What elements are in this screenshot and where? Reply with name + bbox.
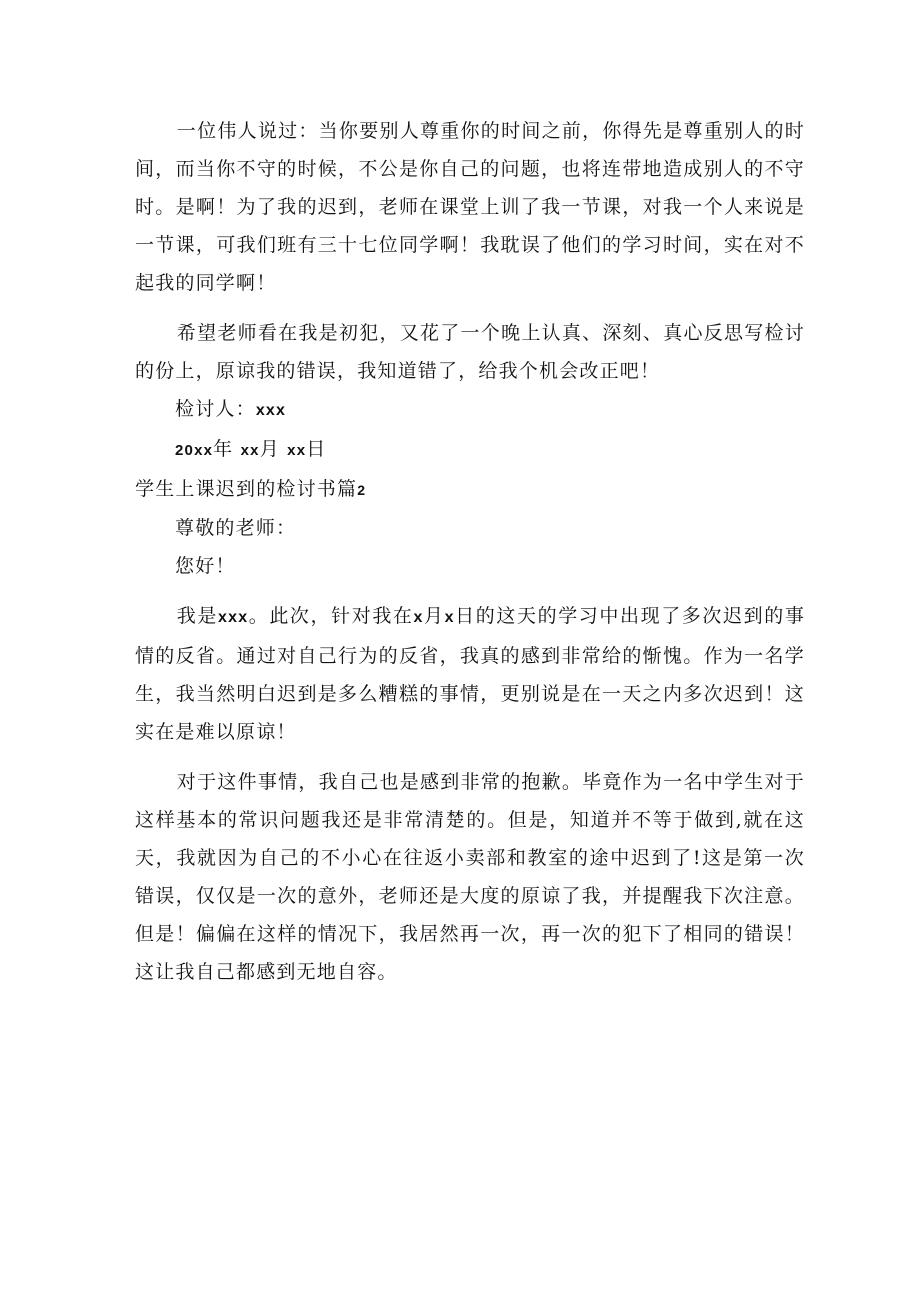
paragraph-repeated-lateness: 对于这件事情，我自己也是感到非常的抱歉。毕竟作为一名中学生对于这样基本的常识问题我还是非常清楚的。但是，知道并不等于做到,就在这天，我就因为自己的不小心在往返小卖部和教室的途中迟到了!这是第一次错误，仅仅是一次的意外，老师还是大度的原谅了我，并提醒我下次注意。但是！偏偏在这样的情况下，我居然再一次，再一次的犯下了相同的错误！这让我自己都感到无地自容。: [135, 771, 805, 983]
date-month: xx: [240, 442, 260, 459]
section-heading-text: 学生上课迟到的检讨书篇: [135, 478, 358, 500]
section-heading-number: 2: [357, 482, 367, 498]
signature-name: xxx: [255, 402, 287, 419]
paragraph-self-reflection: [135, 597, 805, 751]
signature-label: 检讨人：: [175, 398, 256, 420]
date-day: xx: [287, 442, 307, 459]
greeting: 您好！: [175, 555, 236, 577]
paragraph-respect-time: 一位伟人说过：当你要别人尊重你的时间之前，你得先是尊重别人的时间，而当你不守的时候，不公是你自己的问题，也将连带地造成别人的不守时。是啊！为了我的迟到，老师在课堂上训了我一节课，对我一个人来说是一节课，可我们班有三十七位同学啊！我耽误了他们的学习时间，实在对不起我的同学啊！: [135, 120, 805, 294]
date-year-char: 年: [213, 438, 234, 460]
date-line: [135, 430, 805, 470]
intro-day: x: [444, 609, 455, 626]
date-month-char: 月: [259, 438, 280, 460]
intro-prefix: 我是: [176, 605, 219, 627]
intro-mid2: 月: [423, 605, 445, 627]
intro-rest: 日的这天的学习中出现了多次迟到的事情的反省。通过对自己行为的反省，我真的感到非常给的惭愧。作为一名学生，我当然明白迟到是多么糟糕的事情，更别说是在一天之内多次迟到！这实在是难以原谅！: [135, 605, 806, 743]
signature-line: [135, 390, 805, 430]
date-year: 20xx: [175, 442, 214, 459]
date-day-char: 日: [306, 438, 327, 460]
salutation: 尊敬的老师：: [175, 517, 297, 539]
intro-month: x: [413, 609, 424, 626]
section-heading: [135, 470, 805, 509]
document-body: [135, 112, 805, 991]
intro-name: xxx: [218, 609, 249, 626]
paragraph-apology-request: 希望老师看在我是初犯，又花了一个晚上认真、深刻、真心反思写检讨的份上，原谅我的错误，我知道错了，给我个机会改正吧！: [135, 322, 805, 382]
intro-mid1: 。此次，针对我在: [248, 605, 414, 627]
